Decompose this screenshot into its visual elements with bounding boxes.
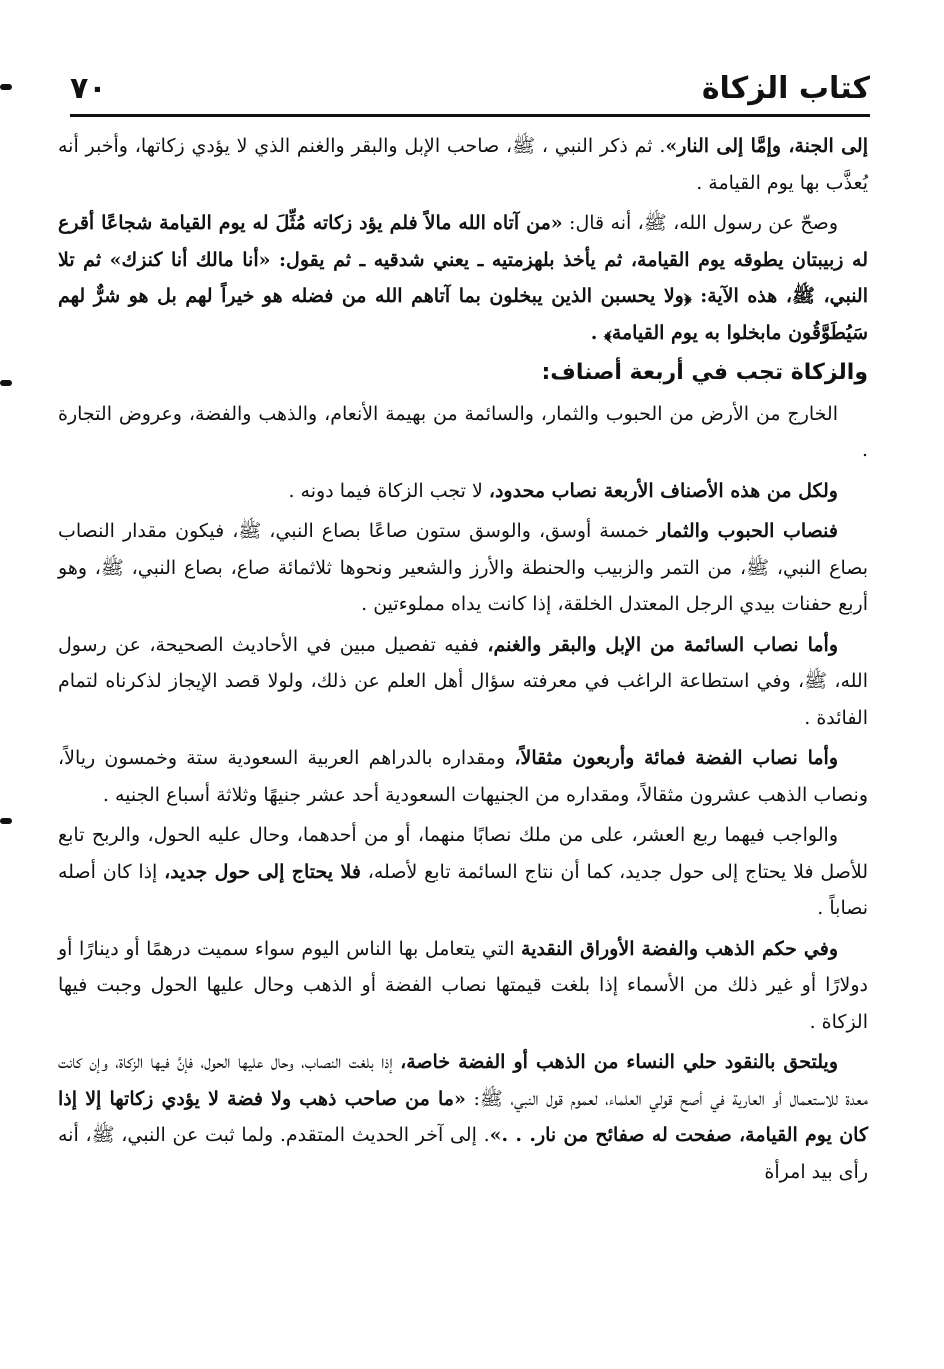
body-text: التي يتعامل بها الناس اليوم سواء سميت درهمًا أو دينارًا أو دولارًا أو غير ذلك من الأسماء إذا بلغت قيمتها نصاب الفضة أو الذهب وحال عليها الحول وجبت فيها الزكاة . [58, 937, 868, 1033]
page-number: ٧٠ [70, 70, 107, 106]
bold-phrase: فلا يحتاج إلى حول جديد، [164, 860, 361, 883]
bold-lead: وأما نصاب الفضة فمائة وأربعون مثقالاً، [514, 747, 838, 769]
bold-lead: فنصاب الحبوب والثمار [657, 520, 838, 542]
paragraph [58, 473, 868, 510]
paragraph [58, 513, 868, 623]
body-text: الخارج من الأرض من الحبوب والثمار، والسائمة من بهيمة الأنعام، والذهب والفضة، وعروض التجارة . [58, 402, 868, 461]
hadith-text: «ما من صاحب ذهب ولا فضة لا يؤدي زكاتها إلا إذا كان يوم القيامة، صفحت له صفائح من نار. . .» [58, 1087, 868, 1146]
quote-text: إلى الجنة، وإمَّا إلى النار» [665, 135, 868, 157]
paragraph [58, 817, 868, 927]
margin-mark [0, 380, 12, 386]
paragraph [58, 740, 868, 813]
body-text: . ثم ذكر النبي ، ﷺ، صاحب الإبل والبقر والغنم الذي لا يؤدي زكاتها، وأخبر أنه يُعذَّب بها يوم القيامة . [58, 135, 868, 194]
section-heading: والزكاة تجب في أربعة أصناف: [541, 360, 868, 385]
body-text: والواجب فيهما ربع العشر، على من ملك نصابًا منهما، أو من أحدهما، وحال عليه الحول، والربح تابع للأصل فلا يحتاج إلى حول جديد، كما أن نتاج السائمة تابع لأصله، [58, 824, 868, 883]
body-text: . إلى آخر الحديث المتقدم. ولما ثبت عن النبي، ﷺ، أنه رأى بيد امرأة [58, 1124, 868, 1183]
section-heading-paragraph [58, 355, 868, 392]
bold-lead: ولكل من هذه الأصناف الأربعة نصاب محدود، [488, 479, 838, 502]
body-text: ففيه تفصيل مبين في الأحاديث الصحيحة، عن رسول الله، ﷺ، وفي استطاعة الراغب في معرفته سؤال أهل العلم عن ذلك، ولولا قصد الإيجاز لذكرناه لتمام الفائدة . [58, 633, 868, 729]
paragraph [58, 396, 868, 469]
margin-mark [0, 818, 12, 824]
paragraph [58, 1044, 868, 1190]
bold-lead: وفي حكم الذهب والفضة الأوراق النقدية [521, 937, 839, 960]
header-rule [70, 114, 870, 117]
running-title: كتاب الزكاة [701, 70, 870, 106]
bold-lead: وأما نصاب السائمة من الإبل والبقر والغنم، [487, 633, 838, 656]
bold-lead: ويلتحق بالنقود حلي النساء من الذهب أو الفضة خاصة، [400, 1051, 838, 1073]
page-header [70, 58, 870, 118]
margin-mark [0, 84, 12, 90]
body-text: إذا كان أصله نصاباً . [58, 860, 868, 919]
body-text: وصحّ عن رسول الله، ﷺ، أنه قال: [562, 212, 838, 234]
paragraph [58, 627, 868, 737]
body-text: لا تجب الزكاة فيما دونه . [288, 479, 489, 502]
body-text: إذا بلغت النصاب، وحال عليها الحول، فإنَّ فيها الزكاة، وإن كانت معدة للاستعمال أو العارية في أصح قولي العلماء، لعموم قول النبي، ﷺ: [58, 1051, 869, 1110]
page-body [58, 128, 868, 1194]
paragraph [58, 205, 868, 351]
hadith-text: «من آتاه الله مالاً فلم يؤد زكاته مُثِّلَ له يوم القيامة شجاعًا أقرع له زبيبتان يطوقه يوم القيامة، ثم يأخذ بلهزمتيه ـ يعني شدقيه ـ ثم يقول: «أنا مالك أنا كنزك» ثم تلا النبي، ﷺ، هذه الآية: ﴿ولا يحسبن الذين يبخلون بما آتاهم الله من فضله هو خيراً لهم بل هو شرٌّ لهم سَيُطَوَّقُون مابخلوا به يوم القيامة﴾ . [58, 212, 868, 344]
body-text: ومقداره بالدراهم العربية السعودية ستة وخمسون ريالاً، ونصاب الذهب عشرون مثقالاً، ومقداره من الجنيهات السعودية أحد عشر جنيهًا وثلاثة أسباع الجنيه . [58, 747, 868, 806]
body-text: خمسة أوسق، والوسق ستون صاعًا بصاع النبي، ﷺ، فيكون مقدار النصاب بصاع النبي، ﷺ، من التمر والزبيب والحنطة والأرز والشعير ونحوها ثلاثمائة صاع، بصاع النبي، ﷺ، وهو أربع حفنات بيدي الرجل المعتدل الخلقة، إذا كانت يداه مملوءتين . [58, 520, 868, 615]
paragraph [58, 128, 868, 201]
paragraph [58, 931, 868, 1041]
